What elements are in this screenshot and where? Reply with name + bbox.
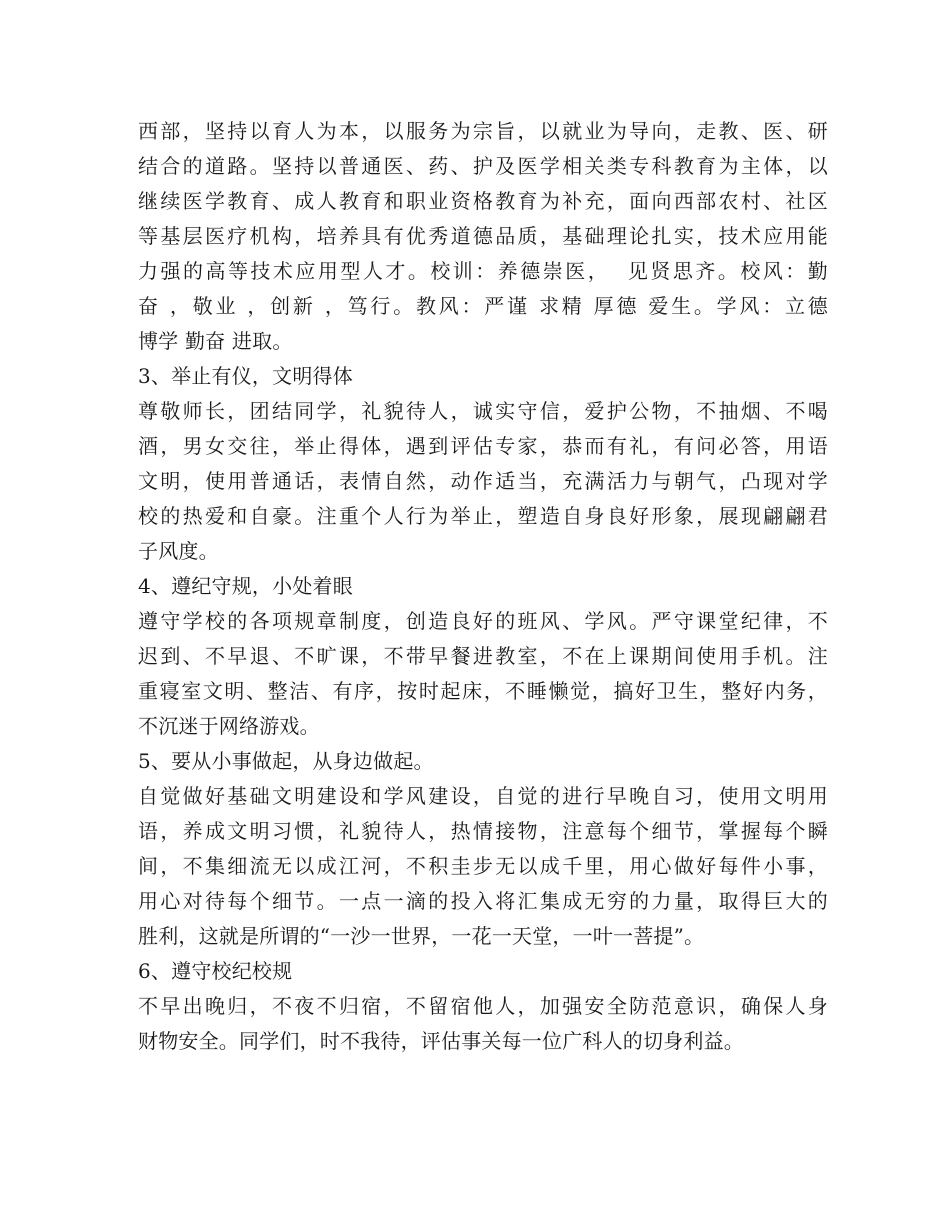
- text-line: 5、要从小事做起，从身边做起。: [138, 749, 434, 773]
- text-line: 子风度。: [138, 539, 219, 563]
- text-line: 博学 勤奋 进取。: [138, 329, 293, 353]
- text-line: 6、遵守校纪校规: [138, 959, 293, 983]
- text-line: 胜利，这就是所谓的“一沙一世界，一花一天堂，一叶一菩提”。: [138, 924, 705, 948]
- text-line: 语，养成文明习惯，礼貌待人，热情接物，注意每个细节，掌握每个瞬: [138, 819, 828, 843]
- text-line: 酒，男女交往，举止得体，遇到评估专家，恭而有礼，有问必答，用语: [138, 434, 828, 458]
- text-line: 用心对待每个细节。一点一滴的投入将汇集成无穷的力量，取得巨大的: [138, 889, 828, 913]
- text-line: 重寝室文明、整洁、有序，按时起床，不睡懒觉，搞好卫生，整好内务，: [138, 679, 828, 703]
- document-body: [138, 114, 828, 1059]
- text-line: 间，不集细流无以成江河，不积圭步无以成千里，用心做好每件小事，: [138, 854, 828, 878]
- text-line: 校的热爱和自豪。注重个人行为举止，塑造自身良好形象，展现翩翩君: [138, 504, 828, 528]
- text-line: 自觉做好基础文明建设和学风建设，自觉的进行早晚自习，使用文明用: [138, 784, 828, 808]
- text-line: 等基层医疗机构，培养具有优秀道德品质，基础理论扎实，技术应用能: [138, 224, 828, 248]
- text-line: 继续医学教育、成人教育和职业资格教育为补充，面向西部农村、社区: [138, 189, 828, 213]
- text-line: 文明，使用普通话，表情自然，动作适当，充满活力与朝气，凸现对学: [138, 469, 828, 493]
- text-line: 4、遵纪守规，小处着眼: [138, 574, 353, 598]
- text-line: 财物安全。同学们，时不我待，评估事关每一位广科人的切身利益。: [138, 1029, 744, 1053]
- text-line: 遵守学校的各项规章制度，创造良好的班风、学风。严守课堂纪律，不: [138, 609, 828, 633]
- text-line: 3、举止有仪，文明得体: [138, 364, 353, 388]
- text-line: 尊敬师长，团结同学，礼貌待人，诚实守信，爱护公物，不抽烟、不喝: [138, 399, 828, 423]
- text-line: 不早出晚归，不夜不归宿，不留宿他人，加强安全防范意识，确保人身: [138, 994, 828, 1018]
- text-line: 力强的高等技术应用型人才。校训：养德崇医， 见贤思齐。校风：勤: [138, 259, 828, 283]
- text-line: 西部，坚持以育人为本，以服务为宗旨，以就业为导向，走教、医、研: [138, 119, 828, 143]
- text-line: 不沉迷于网络游戏。: [138, 714, 320, 738]
- text-line: 迟到、不早退、不旷课，不带早餐进教室，不在上课期间使用手机。注: [138, 644, 828, 668]
- text-line: 奋 ，敬业 ，创新 ，笃行。教风：严谨 求精 厚德 爱生。学风：立德: [138, 294, 828, 318]
- text-line: 结合的道路。坚持以普通医、药、护及医学相关类专科教育为主体，以: [138, 154, 828, 178]
